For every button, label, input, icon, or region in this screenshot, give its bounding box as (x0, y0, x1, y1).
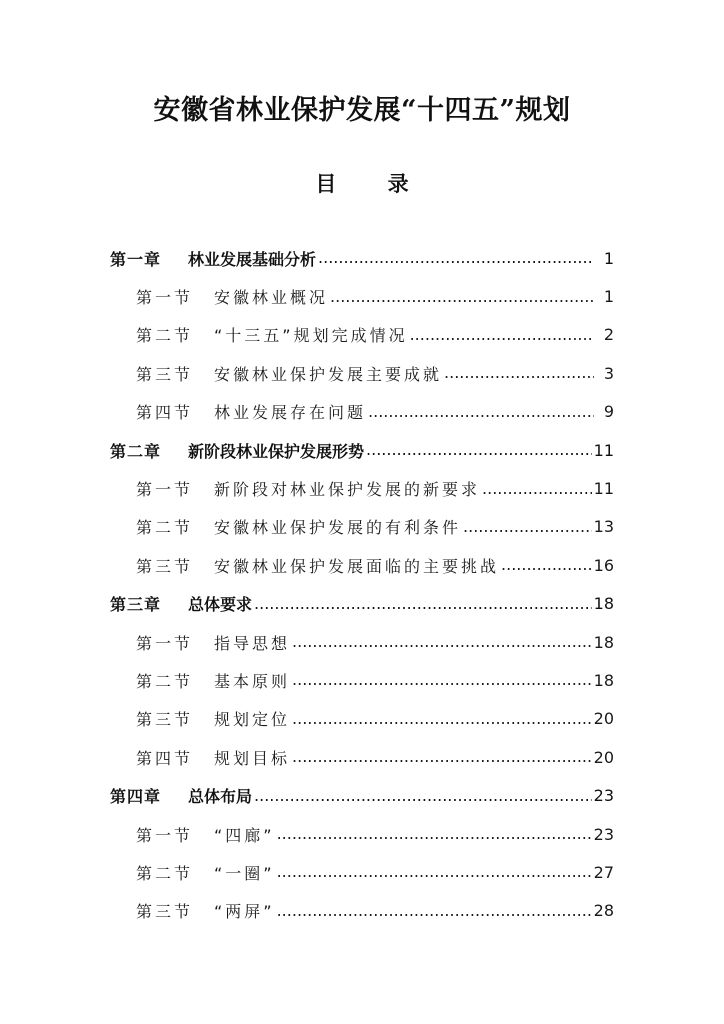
toc-page-number: 1 (603, 287, 614, 307)
toc-section[interactable] (110, 892, 614, 930)
toc-leader-dots (501, 557, 592, 573)
toc-entry-label: 安徽林业保护发展的有利条件 (214, 518, 462, 538)
document-title: 安徽省林业保护发展“十四五”规划 (153, 95, 571, 126)
toc-leader-dots (318, 250, 594, 266)
toc-page-number: 2 (603, 325, 614, 345)
toc-entry-label: 安徽林业保护发展主要成就 (214, 364, 443, 384)
toc-entry-number: 第二节 (136, 518, 194, 538)
toc-page-number: 27 (593, 862, 614, 882)
toc-entry-label: 总体布局 (188, 787, 253, 807)
toc-entry-number: 第二节 (136, 671, 194, 691)
toc-page-number: 23 (593, 786, 614, 806)
toc-chapter-4[interactable] (110, 776, 614, 814)
toc-entry-number: 第三节 (136, 556, 194, 576)
toc-page-number: 3 (603, 363, 614, 383)
toc-leader-dots (463, 519, 592, 535)
toc-page-number: 20 (593, 747, 614, 767)
toc-page-number: 11 (593, 440, 614, 460)
toc-leader-dots (277, 903, 592, 919)
toc-entry-number: 第三节 (136, 364, 194, 384)
toc-section[interactable] (110, 815, 614, 853)
toc-entry-label: “两屏” (214, 902, 275, 922)
toc-chapter-1[interactable] (110, 239, 614, 277)
toc-page-number: 1 (603, 248, 614, 268)
toc-entry-label: 安徽林业保护发展面临的主要挑战 (214, 556, 500, 576)
toc-leader-dots (482, 481, 592, 497)
toc-entry-label: 总体要求 (188, 595, 253, 615)
toc-leader-dots (254, 596, 592, 612)
toc-section[interactable] (110, 469, 614, 507)
table-of-contents (110, 239, 614, 930)
toc-leader-dots (330, 289, 594, 305)
toc-leader-dots (277, 864, 592, 880)
toc-page-number: 16 (593, 555, 614, 575)
toc-leader-dots (292, 634, 592, 650)
toc-entry-number: 第四节 (136, 403, 194, 423)
toc-entry-number: 第二节 (136, 863, 194, 883)
toc-entry-number: 第一节 (136, 825, 194, 845)
toc-leader-dots (292, 749, 592, 765)
toc-heading: 目 录 (315, 172, 431, 196)
toc-page-number: 23 (593, 824, 614, 844)
toc-chapter-2[interactable] (110, 431, 614, 469)
toc-leader-dots (292, 672, 592, 688)
toc-leader-dots (410, 327, 594, 343)
toc-entry-number: 第一章 (110, 249, 162, 269)
toc-section[interactable] (110, 546, 614, 584)
toc-entry-label: 新阶段对林业保护发展的新要求 (214, 480, 481, 500)
toc-section[interactable] (110, 738, 614, 776)
toc-page-number: 11 (593, 479, 614, 499)
toc-entry-label: 规划定位 (214, 710, 291, 730)
toc-entry-number: 第一节 (136, 288, 194, 308)
toc-page-number: 18 (593, 594, 614, 614)
toc-section[interactable] (110, 853, 614, 891)
toc-section[interactable] (110, 277, 614, 315)
toc-entry-label: 规划目标 (214, 748, 291, 768)
toc-entry-number: 第三节 (136, 902, 194, 922)
toc-section[interactable] (110, 623, 614, 661)
toc-chapter-3[interactable] (110, 585, 614, 623)
toc-entry-number: 第三节 (136, 710, 194, 730)
toc-entry-number: 第三章 (110, 595, 162, 615)
toc-entry-number: 第二章 (110, 441, 162, 461)
toc-entry-label: 基本原则 (214, 671, 291, 691)
toc-entry-label: “四廊” (214, 825, 275, 845)
toc-section[interactable] (110, 508, 614, 546)
toc-page-number: 20 (593, 709, 614, 729)
toc-leader-dots (366, 442, 592, 458)
toc-page-number: 18 (593, 632, 614, 652)
toc-entry-label: 新阶段林业保护发展形势 (188, 441, 365, 461)
toc-entry-label: 指导思想 (214, 633, 291, 653)
toc-section[interactable] (110, 700, 614, 738)
toc-entry-label: 安徽林业概况 (214, 288, 329, 308)
toc-entry-number: 第一节 (136, 480, 194, 500)
toc-section[interactable] (110, 661, 614, 699)
toc-entry-number: 第四节 (136, 748, 194, 768)
toc-entry-number: 第二节 (136, 326, 194, 346)
toc-section[interactable] (110, 393, 614, 431)
toc-page-number: 18 (593, 670, 614, 690)
toc-section[interactable] (110, 354, 614, 392)
toc-leader-dots (277, 826, 592, 842)
toc-page-number: 9 (603, 402, 614, 422)
toc-page-number: 28 (593, 901, 614, 921)
toc-leader-dots (254, 788, 592, 804)
toc-entry-label: 林业发展基础分析 (188, 249, 317, 269)
toc-leader-dots (444, 365, 594, 381)
toc-leader-dots (368, 404, 594, 420)
toc-entry-label: “一圈” (214, 863, 275, 883)
toc-entry-label: “十三五”规划完成情况 (214, 326, 408, 346)
toc-section[interactable] (110, 316, 614, 354)
toc-page-number: 13 (593, 517, 614, 537)
toc-entry-label: 林业发展存在问题 (214, 403, 367, 423)
toc-entry-number: 第一节 (136, 633, 194, 653)
toc-entry-number: 第四章 (110, 787, 162, 807)
toc-leader-dots (292, 711, 592, 727)
